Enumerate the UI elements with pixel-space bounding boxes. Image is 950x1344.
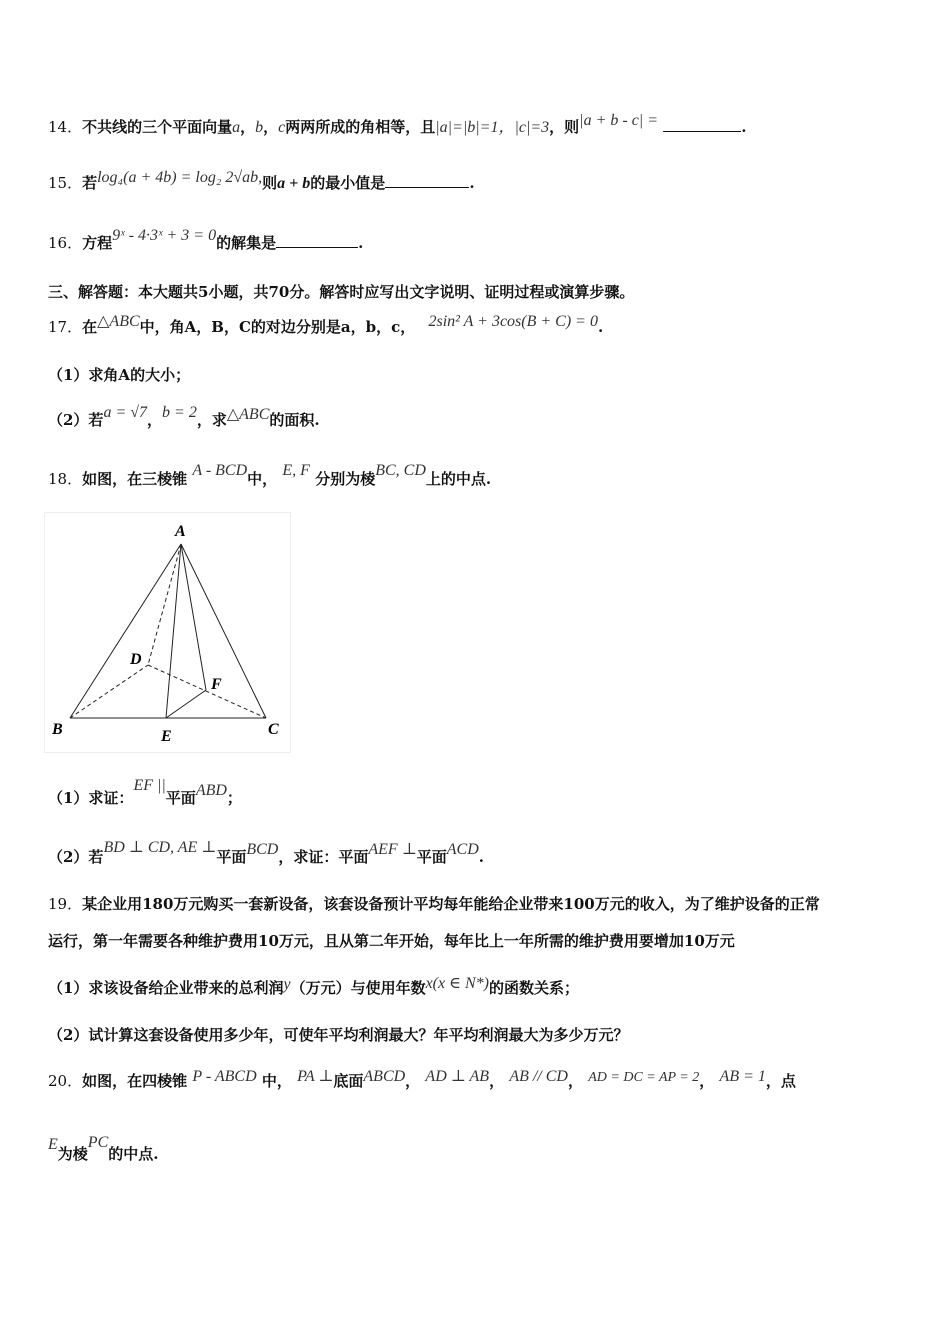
- label-C: C: [268, 721, 279, 738]
- q18-p1-text: （1）求证：: [48, 789, 134, 807]
- q15-expression: log₄(a + 4b) = log₂ 2√ab,: [97, 169, 263, 186]
- q17-text: 中，角A，B，C的对边分别是a，b，c，: [139, 318, 416, 336]
- q15-text: 则: [262, 174, 278, 192]
- q18-edges: BC, CD: [375, 462, 426, 479]
- q15-text: 的最小值是: [310, 174, 386, 192]
- q20-text: 中，: [261, 1072, 292, 1090]
- q18-solid: A - BCD: [192, 462, 248, 479]
- q14-sep: ，: [263, 118, 279, 136]
- q17-text: 在: [82, 318, 98, 336]
- q14-text: ，则: [549, 118, 580, 136]
- q14-sep: ，: [240, 118, 256, 136]
- question-20-line-2: [48, 1134, 159, 1164]
- q18-p2-text: 平面: [416, 848, 447, 866]
- q17-number: 17．: [48, 318, 83, 336]
- q15-end: .: [469, 174, 475, 192]
- q20-sep: ，: [405, 1072, 421, 1090]
- question-19-line-2: 运行，第一年需要各种维护费用10万元，且从第二年开始，每年比上一年所需的维护费用要增加10万元: [48, 932, 735, 950]
- q17-p2-sep: ，: [147, 411, 163, 429]
- q19-part-2: （2）试计算这套设备使用多少年，可使年平均利润最大？年平均利润最大为多少万元？: [48, 1026, 629, 1044]
- q19-number: 19．: [48, 895, 83, 913]
- q14-text: 两两所成的角相等，且: [285, 118, 436, 136]
- q18-p1-expr: EF ||: [133, 777, 166, 794]
- q18-text: 分别为棱: [315, 470, 376, 488]
- q20-sep: ，: [567, 1072, 583, 1090]
- q20-number: 20．: [48, 1072, 83, 1090]
- q20-sep: ，: [489, 1072, 505, 1090]
- q20-text: 为棱: [57, 1145, 88, 1163]
- q14-answer-blank[interactable]: [663, 131, 741, 132]
- q19-x: x(x ∈ N*): [425, 975, 489, 992]
- q16-end: .: [358, 234, 364, 252]
- q20-point-e: E: [48, 1136, 58, 1153]
- question-20: [48, 1070, 796, 1091]
- q15-text: 若: [82, 174, 98, 192]
- q18-p1-text: 平面: [165, 789, 196, 807]
- q14-end: .: [741, 118, 747, 136]
- q17-part-2: [48, 404, 320, 430]
- q19-text: 某企业用180万元购买一套新设备，该套设备预计平均每年能给企业带来100万元的收入，为了维护设备的正常: [82, 895, 820, 913]
- q20-cond-5: AB = 1: [719, 1068, 766, 1085]
- q18-number: 18．: [48, 470, 83, 488]
- q18-part-1: [48, 777, 242, 808]
- q17-part-1: （1）求角A的大小；: [48, 366, 191, 384]
- q18-p2-text: 平面: [216, 848, 247, 866]
- q20-cond-1: PA ⊥: [297, 1068, 334, 1085]
- q18-p1-plane: ABD: [195, 782, 227, 799]
- q20-text: ，点: [765, 1072, 796, 1090]
- q16-expression: 9ˣ - 4·3ˣ + 3 = 0: [112, 227, 217, 244]
- question-19-line-1: [48, 893, 820, 914]
- q18-text: 如图，在三棱锥: [82, 470, 188, 488]
- q16-text: 的解集是: [216, 234, 277, 252]
- q18-part-2: [48, 839, 484, 867]
- q18-p2-text: ，求证：平面: [278, 848, 369, 866]
- q20-base: ABCD: [363, 1068, 406, 1085]
- pyramid-figure: [44, 512, 292, 754]
- q14-vec-a: a: [232, 119, 241, 136]
- q20-cond-3: AB // CD: [509, 1068, 568, 1085]
- q20-solid: P - ABCD: [192, 1068, 257, 1085]
- label-D: D: [130, 651, 142, 668]
- q15-answer-blank[interactable]: [385, 187, 469, 188]
- question-15: [48, 169, 475, 193]
- q20-cond-4: AD = DC = AP = 2: [588, 1070, 700, 1085]
- q14-vec-b: b: [255, 119, 264, 136]
- q20-text: 的中点.: [108, 1145, 159, 1163]
- q16-text: 方程: [82, 234, 113, 252]
- q18-p2-plane3: ACD: [446, 841, 479, 858]
- q19-p1-text: 的函数关系；: [488, 979, 579, 997]
- q14-vec-c: c: [278, 119, 286, 136]
- q15-number: 15．: [48, 174, 83, 192]
- question-16: [48, 227, 364, 253]
- q17-equation: 2sin² A + 3cos(B + C) = 0: [428, 313, 598, 330]
- q20-sep: ，: [699, 1072, 715, 1090]
- q18-p1-end: ；: [226, 789, 242, 807]
- q17-end: .: [597, 318, 604, 336]
- q16-answer-blank[interactable]: [276, 247, 358, 248]
- question-17: [48, 313, 604, 337]
- q18-text: 上的中点.: [425, 470, 492, 488]
- q18-p2-text: （2）若: [48, 848, 104, 866]
- q18-p2-plane: BCD: [246, 841, 279, 858]
- q20-text: 底面: [333, 1072, 364, 1090]
- q20-pc: PC: [87, 1134, 109, 1151]
- q16-number: 16．: [48, 234, 83, 252]
- q17-triangle: △ABC: [97, 313, 140, 330]
- q14-expression: |a + b - c| =: [579, 112, 658, 129]
- q18-p2-expr: BD ⊥ CD, AE ⊥: [103, 839, 217, 856]
- q18-text: 中，: [247, 470, 278, 488]
- q19-p1-text: （万元）与使用年数: [290, 979, 426, 997]
- q17-p2-triangle: △ABC: [226, 406, 270, 423]
- label-A: A: [175, 523, 186, 540]
- q14-condition: |a|=|b|=1，|c|=3: [435, 119, 550, 136]
- label-B: B: [52, 721, 63, 738]
- q17-p2-text: 的面积.: [269, 411, 320, 429]
- q14-number: 14．: [48, 118, 83, 136]
- q17-p2-b: b = 2: [162, 404, 197, 421]
- q17-p2-text: ，求: [196, 411, 227, 429]
- q15-ab: a + b: [277, 175, 311, 192]
- section-3-heading: 三、解答题：本大题共5小题，共70分。解答时应写出文字说明、证明过程或演算步骤。: [48, 283, 635, 301]
- label-F: F: [211, 676, 222, 693]
- q19-part-1: [48, 977, 579, 998]
- q18-p2-end: .: [478, 848, 484, 866]
- q19-y: y: [283, 976, 291, 993]
- q20-cond-2: AD ⊥ AB: [425, 1068, 490, 1085]
- q14-text: 不共线的三个平面向量: [82, 118, 233, 136]
- q20-text: 如图，在四棱锥: [82, 1072, 188, 1090]
- q17-p2-text: （2）若: [48, 411, 104, 429]
- question-14: [48, 114, 746, 137]
- question-18: [48, 462, 492, 489]
- q18-ef: E, F: [282, 462, 310, 479]
- label-E: E: [161, 728, 172, 745]
- q17-p2-a: a = √7: [103, 404, 148, 421]
- q18-p2-plane2: AEF ⊥: [368, 841, 417, 858]
- q19-p1-text: （1）求该设备给企业带来的总利润: [48, 979, 284, 997]
